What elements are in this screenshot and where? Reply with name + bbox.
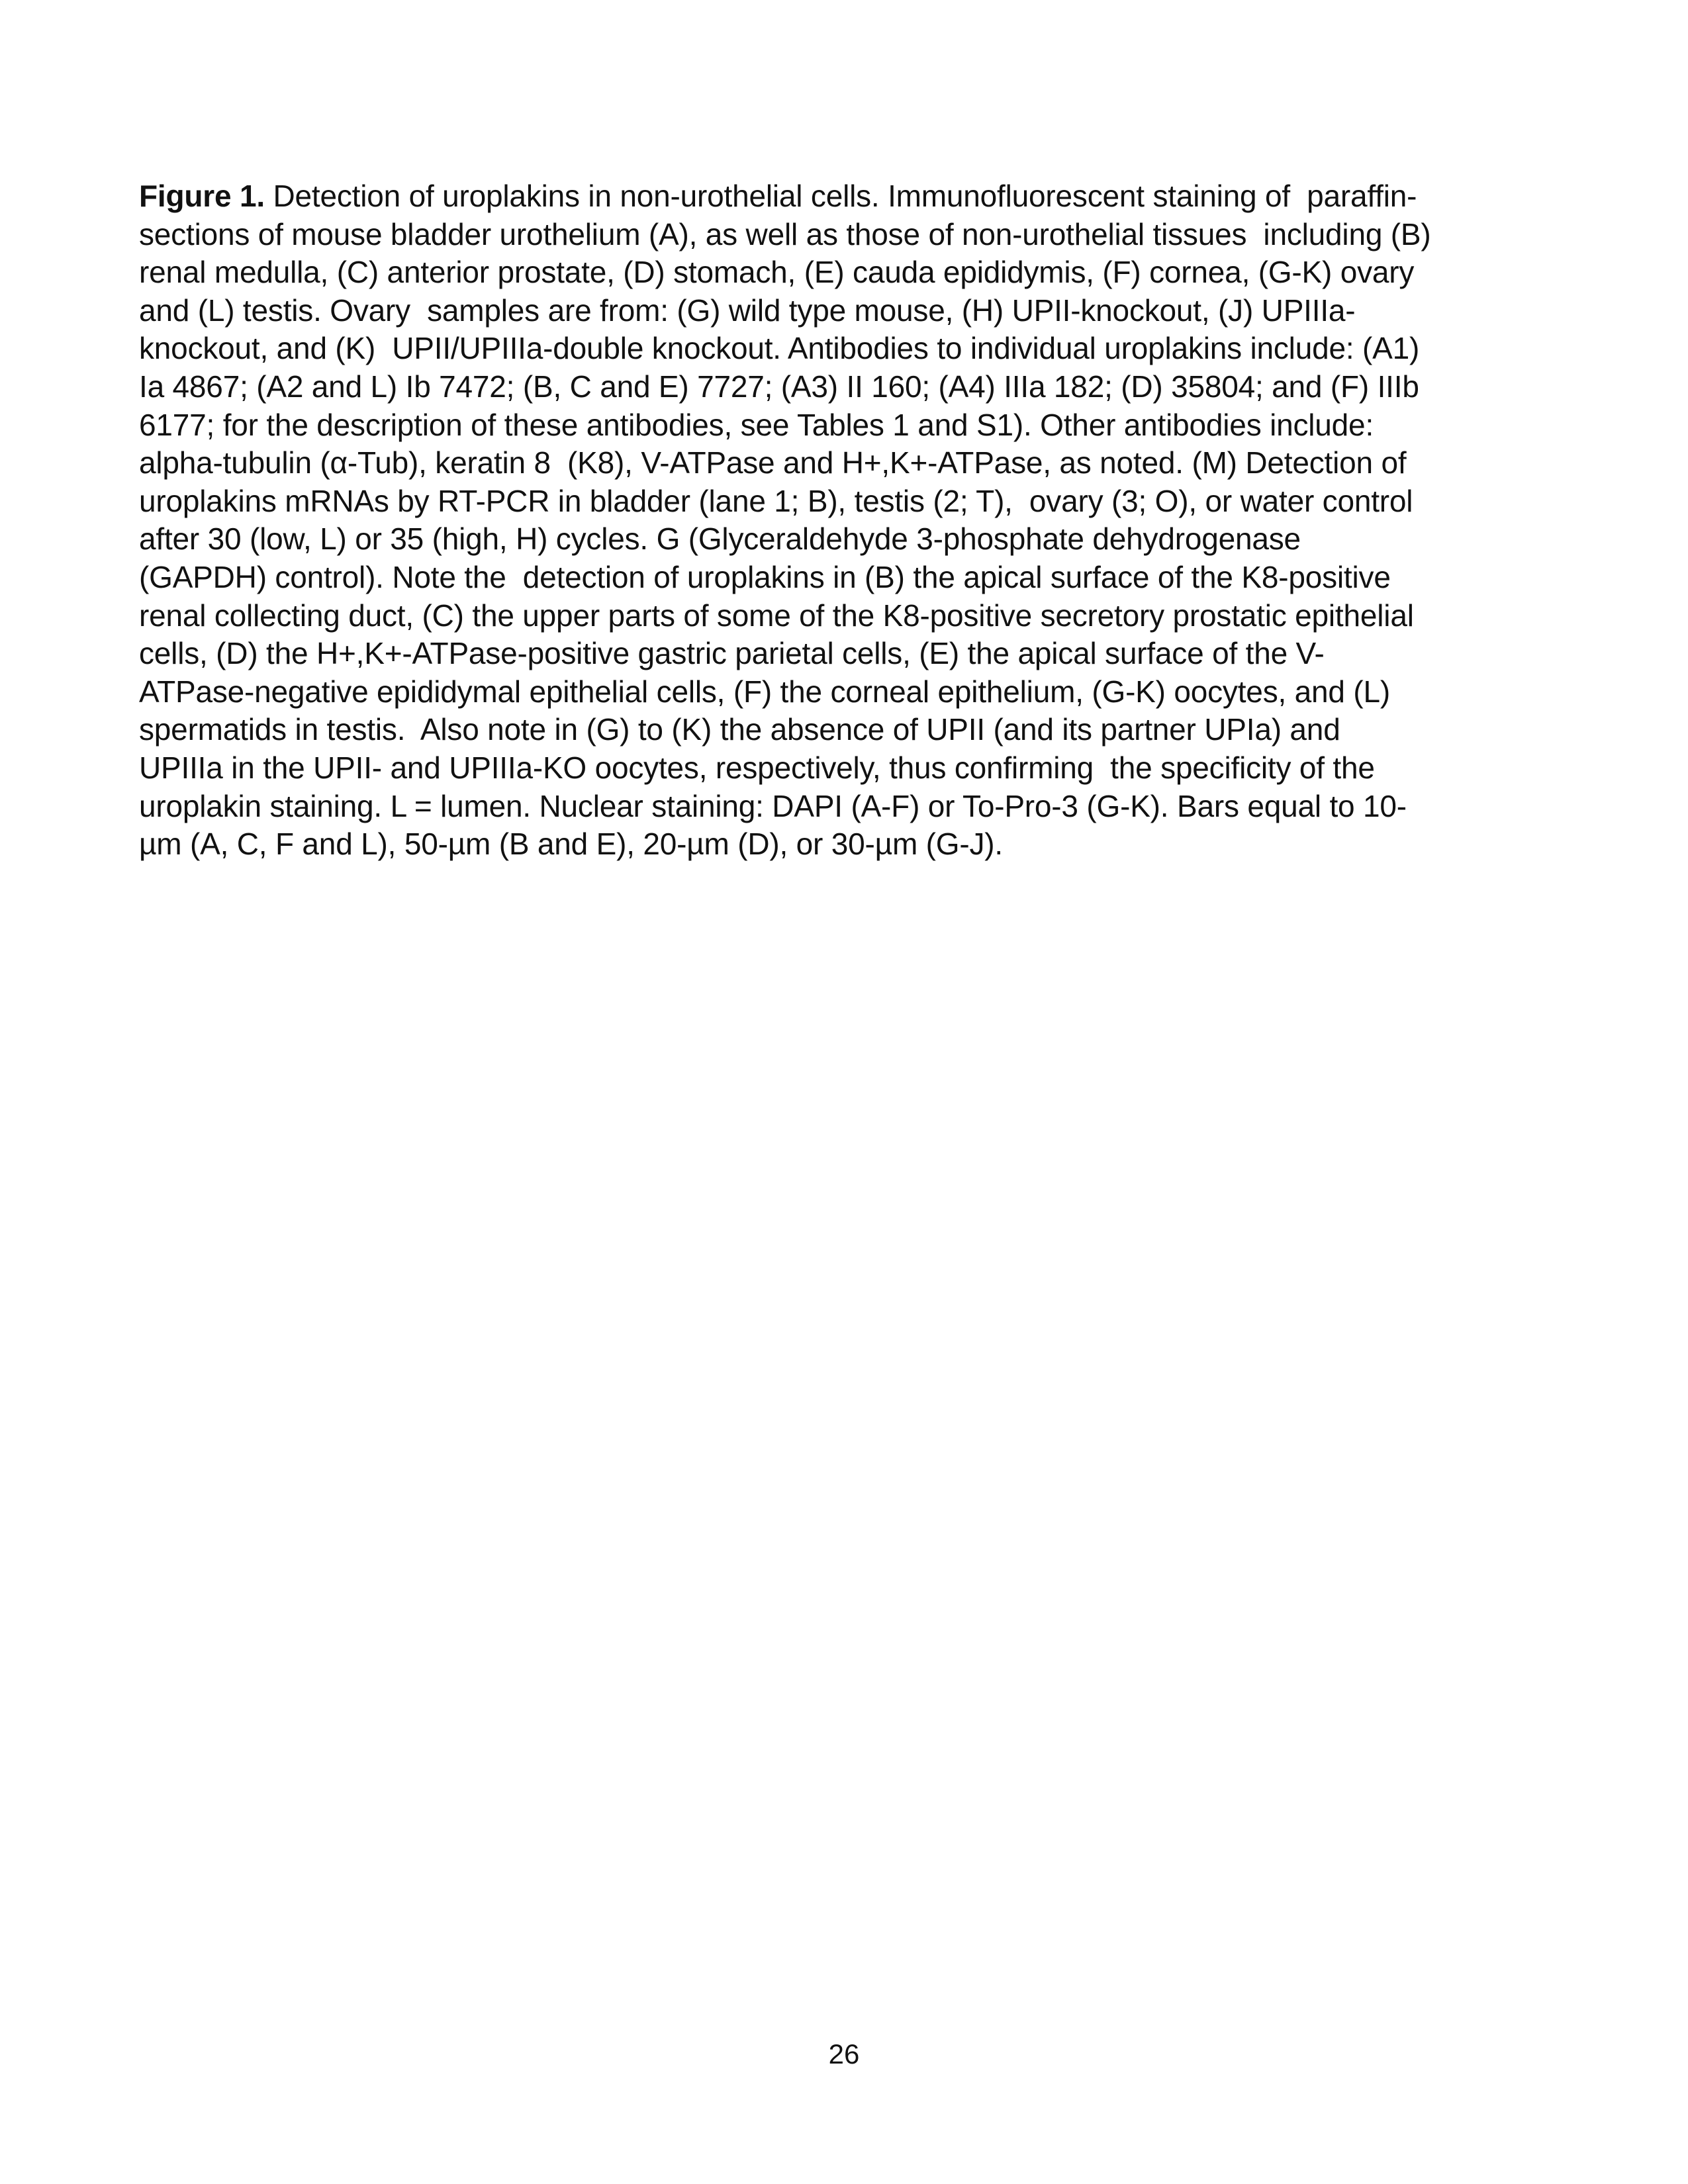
caption-line: and (L) testis. Ovary samples are from: (G) wild type mouse, (H) UPII-knockout, (J) UPIIIa- [139, 293, 1356, 328]
caption-line: 6177; for the description of these antibodies, see Tables 1 and S1). Other antibodies include: [139, 407, 1374, 442]
caption-line: cells, (D) the H+,K+-ATPase-positive gastric parietal cells, (E) the apical surface of the V- [139, 636, 1325, 671]
caption-line: alpha-tubulin (α-Tub), keratin 8 (K8), V-ATPase and H+,K+-ATPase, as noted. (M) Detection of [139, 445, 1407, 480]
page-number: 26 [828, 2038, 860, 2070]
caption-line: uroplakin staining. L = lumen. Nuclear staining: DAPI (A-F) or To-Pro-3 (G-K). Bars equal to 10- [139, 788, 1407, 823]
caption-line: knockout, and (K) UPII/UPIIIa-double knockout. Antibodies to individual uroplakins include: (A1) [139, 331, 1420, 366]
figure-caption [139, 177, 1542, 864]
caption-line: UPIIIa in the UPII- and UPIIIa-KO oocytes, respectively, thus confirming the specificity of the [139, 750, 1375, 785]
figure-label: Figure 1. [139, 179, 265, 213]
caption-line: uroplakins mRNAs by RT-PCR in bladder (lane 1; B), testis (2; T), ovary (3; O), or water control [139, 483, 1413, 518]
caption-line: after 30 (low, L) or 35 (high, H) cycles. G (Glyceraldehyde 3-phosphate dehydrogenase [139, 522, 1301, 557]
caption-line: ATPase-negative epididymal epithelial cells, (F) the corneal epithelium, (G-K) oocytes, and (L) [139, 674, 1391, 709]
caption-line: Ia 4867; (A2 and L) Ib 7472; (B, C and E) 7727; (A3) II 160; (A4) IIIa 182; (D) 35804; and (F) IIIb [139, 369, 1419, 404]
caption-line: sections of mouse bladder urothelium (A), as well as those of non-urothelial tissues including (B) [139, 216, 1431, 251]
caption-line: spermatids in testis. Also note in (G) to (K) the absence of UPII (and its partner UPIa) and [139, 712, 1340, 747]
caption-line-1 [139, 177, 1542, 216]
caption-line-1-text: Detection of uroplakins in non-urothelial cells. Immunofluorescent staining of paraffin- [264, 179, 1417, 213]
caption-line: renal medulla, (C) anterior prostate, (D) stomach, (E) cauda epididymis, (F) cornea, (G-K) ovary [139, 255, 1415, 290]
caption-line: (GAPDH) control). Note the detection of uroplakins in (B) the apical surface of the K8-positive [139, 559, 1391, 594]
caption-line: µm (A, C, F and L), 50-µm (B and E), 20-µm (D), or 30-µm (G-J). [139, 827, 1003, 862]
caption-line: renal collecting duct, (C) the upper parts of some of the K8-positive secretory prostatic epithelial [139, 598, 1414, 633]
